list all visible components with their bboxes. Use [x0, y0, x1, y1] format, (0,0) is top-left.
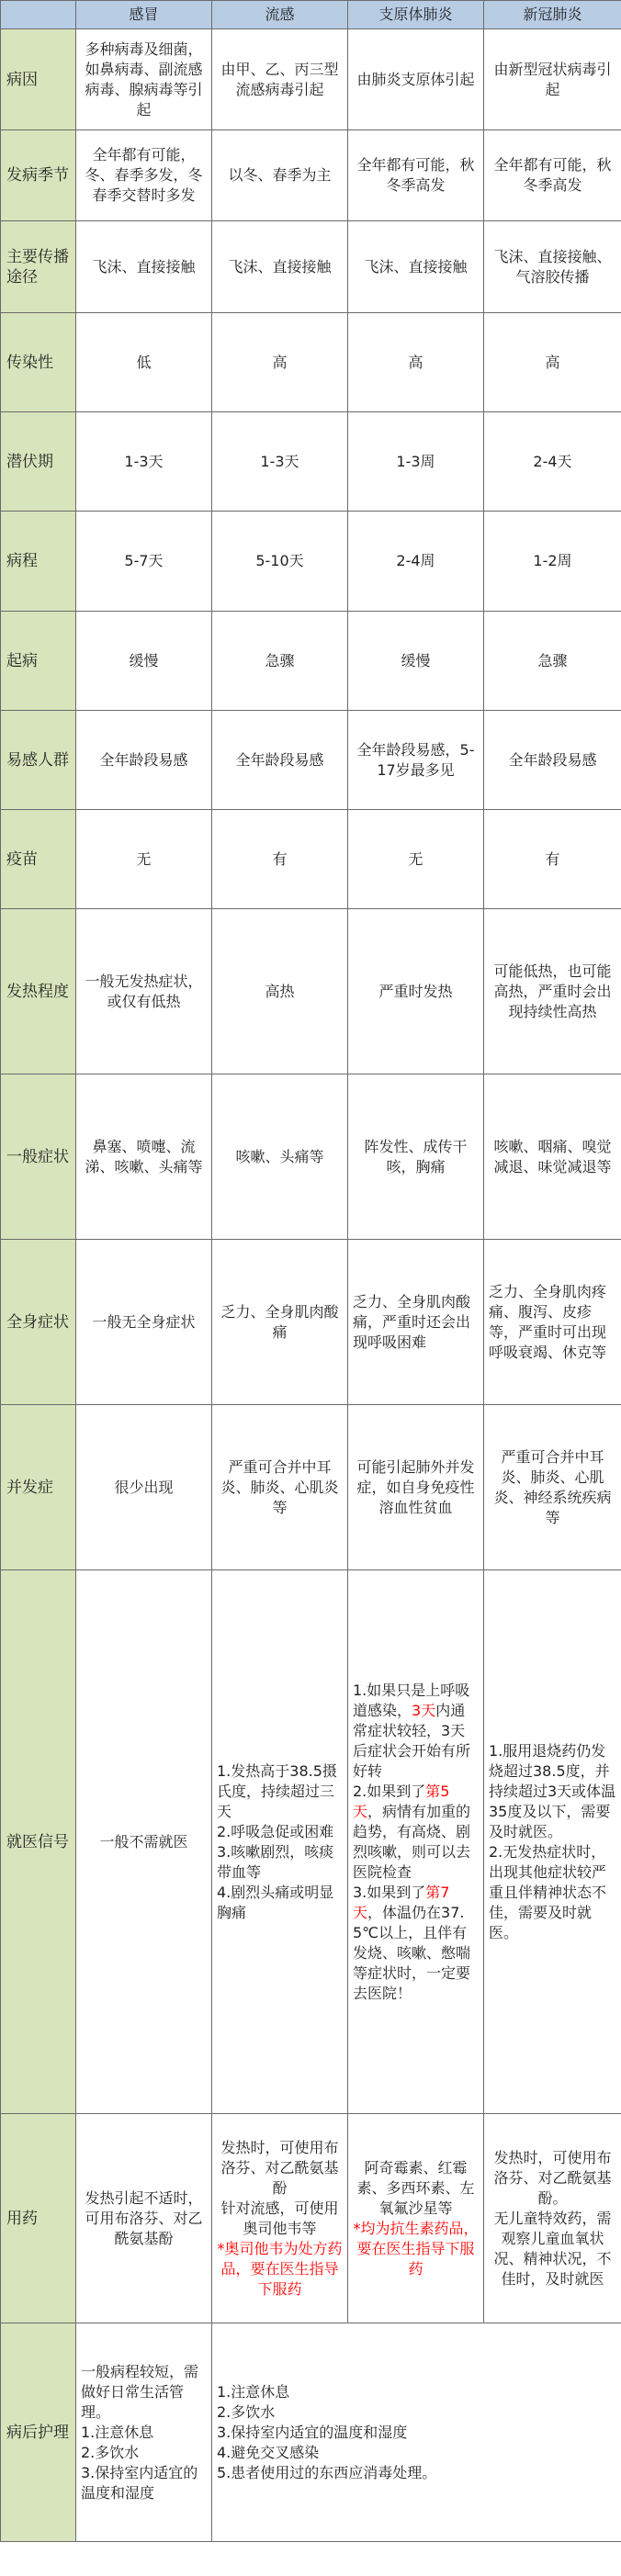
- cell: 一般无全身症状: [76, 1240, 212, 1405]
- cell: 由肺炎支原体引起: [348, 29, 484, 130]
- list-item: 2.无发热症状时，出现其他症状较严重且伴精神状态不佳，需要及时就医。: [489, 1842, 607, 1941]
- cell: 鼻塞、喷嚏、流涕、咳嗽、头痛等: [76, 1074, 212, 1240]
- list-item: [353, 1681, 479, 1782]
- row-label: 全身症状: [1, 1240, 76, 1405]
- cell: [484, 2114, 621, 2323]
- list-item: 一般病程较短，需做好日常生活管理。: [81, 2362, 199, 2421]
- cell: 高热: [212, 909, 348, 1074]
- cell: 低: [76, 313, 212, 412]
- cell: 全年都有可能，冬、春季多发，冬春季交替时多发: [76, 130, 212, 221]
- list-item: 3.咳嗽剧烈，咳痰带血等: [217, 1842, 334, 1881]
- list-item: [353, 1883, 479, 2004]
- cell: 严重时发热: [348, 909, 484, 1074]
- cell: 飞沫、直接接触、气溶胶传播: [484, 221, 621, 313]
- row-susceptible: [1, 711, 621, 810]
- cell: 全年都有可能，秋冬季高发: [484, 130, 621, 221]
- cell: 无: [348, 810, 484, 909]
- cell: 全年龄段易感: [76, 711, 212, 810]
- row-doctor-signal: [1, 1570, 621, 2114]
- cell: 全年龄段易感: [484, 711, 621, 810]
- row-label: 发病季节: [1, 130, 76, 221]
- row-label: 潜伏期: [1, 412, 76, 512]
- list-item: [353, 1782, 479, 1883]
- header-mycoplasma: 支原体肺炎: [348, 1, 484, 29]
- row-cause: [1, 29, 621, 130]
- row-course: [1, 512, 621, 612]
- list-item: 2.呼吸急促或困难: [217, 1822, 334, 1840]
- cell: [212, 2114, 348, 2323]
- row-vaccine: [1, 810, 621, 909]
- cell: 缓慢: [348, 612, 484, 711]
- text: 发热时，可使用布洛芬、对乙酰氨基酚 针对流感，可使用奥司他韦等: [220, 2138, 339, 2237]
- text: 3.如果到了: [353, 1883, 426, 1901]
- highlight: 3天: [412, 1701, 436, 1719]
- cell: [348, 2114, 484, 2323]
- list-item: 2.多饮水: [217, 2402, 276, 2421]
- cell: 可能低热，也可能高热，严重时会出现持续性高热: [484, 909, 621, 1074]
- header-row: [1, 1, 621, 29]
- cell: 一般不需就医: [76, 1570, 212, 2114]
- row-transmission: [1, 221, 621, 313]
- list-item: 1.发热高于38.5摄氏度，持续超过三天: [217, 1761, 337, 1820]
- cell: [484, 1570, 621, 2114]
- cell-merged: [212, 2323, 621, 2542]
- cell: 全年龄段易感，5-17岁最多见: [348, 711, 484, 810]
- text: ，病情有加重的趋势，有高烧、剧烈咳嗽，则可以去医院检查: [353, 1802, 471, 1881]
- row-systemic-symptoms: [1, 1240, 621, 1405]
- cell: 飞沫、直接接触: [76, 221, 212, 313]
- list-item: 1.服用退烧药仍发烧超过38.5度，并持续超过3天或体温35度及以下，需要及时就医。: [489, 1741, 616, 1840]
- cell: 1-3周: [348, 412, 484, 512]
- row-label: 病因: [1, 29, 76, 130]
- list-item: 1.注意休息: [217, 2382, 290, 2401]
- row-label: 起病: [1, 612, 76, 711]
- row-medication: [1, 2114, 621, 2323]
- cell: 阵发性、成传干咳，胸痛: [348, 1074, 484, 1240]
- cell: 多种病毒及细菌，如鼻病毒、副流感病毒、腺病毒等引起: [76, 29, 212, 130]
- row-label: 发热程度: [1, 909, 76, 1074]
- text: 内通常症状较轻，3天后症状会开始有所好转: [353, 1701, 471, 1780]
- row-label: 就医信号: [1, 1570, 76, 2114]
- cell: 高: [212, 313, 348, 412]
- list-item: 3.保持室内适宜的温度和湿度: [217, 2423, 408, 2441]
- cell: 以冬、春季为主: [212, 130, 348, 221]
- cell: 乏力、全身肌肉酸痛，严重时还会出现呼吸困难: [348, 1240, 484, 1405]
- cell: 可能引起肺外并发症，如自身免疫性溶血性贫血: [348, 1405, 484, 1570]
- row-label: 病程: [1, 512, 76, 612]
- text: 2.如果到了: [353, 1782, 426, 1800]
- cell: 全年龄段易感: [212, 711, 348, 810]
- row-contagiousness: [1, 313, 621, 412]
- cell: 1-3天: [76, 412, 212, 512]
- cell: 由甲、乙、丙三型流感病毒引起: [212, 29, 348, 130]
- cell: 飞沫、直接接触: [348, 221, 484, 313]
- warning-note: *奥司他韦为处方药品，要在医生指导下服药: [217, 2239, 343, 2298]
- list-item: 1.注意休息: [81, 2423, 154, 2441]
- row-nursing: [1, 2323, 621, 2542]
- cell: 咳嗽、咽痛、嗅觉减退、味觉减退等: [484, 1074, 621, 1240]
- cell: 急骤: [484, 612, 621, 711]
- cell: 一般无发热症状，或仅有低热: [76, 909, 212, 1074]
- warning-note: *均为抗生素药品，要在医生指导下服药: [353, 2219, 479, 2278]
- cell: 高: [348, 313, 484, 412]
- cell: 5-7天: [76, 512, 212, 612]
- cell: 缓慢: [76, 612, 212, 711]
- row-onset: [1, 612, 621, 711]
- cell: 很少出现: [76, 1405, 212, 1570]
- row-label: 传染性: [1, 313, 76, 412]
- list-item: 2.多饮水: [81, 2443, 140, 2461]
- text: 1.如果只是上呼吸道感染，: [353, 1681, 470, 1719]
- cell: 急骤: [212, 612, 348, 711]
- cell: 1-3天: [212, 412, 348, 512]
- cell: 有: [484, 810, 621, 909]
- list-item: 5.患者使用过的东西应消毒处理。: [217, 2463, 437, 2481]
- list-item: 4.剧烈头痛或明显胸痛: [217, 1883, 334, 1921]
- row-incubation: [1, 412, 621, 512]
- cell: 无: [76, 810, 212, 909]
- row-label: 疫苗: [1, 810, 76, 909]
- text: 发热时，可使用布洛芬、对乙酰氨基酚。 无儿童特效药，需观察儿童血氧状况、精神状况，不佳时，及时就医: [493, 2148, 612, 2288]
- cell: 咳嗽、头痛等: [212, 1074, 348, 1240]
- cell: [348, 1570, 484, 2114]
- cell: 全年都有可能，秋冬季高发: [348, 130, 484, 221]
- cell: 1-2周: [484, 512, 621, 612]
- cell: 有: [212, 810, 348, 909]
- cell: 2-4天: [484, 412, 621, 512]
- header-cold: 感冒: [76, 1, 212, 29]
- row-label: 一般症状: [1, 1074, 76, 1240]
- header-corner: [1, 1, 76, 29]
- cell: 由新型冠状病毒引起: [484, 29, 621, 130]
- list-item: 4.避免交叉感染: [217, 2443, 320, 2461]
- highlight: 第5天: [353, 1782, 450, 1820]
- row-label: 并发症: [1, 1405, 76, 1570]
- header-covid: 新冠肺炎: [484, 1, 621, 29]
- cell: 乏力、全身肌肉酸痛: [212, 1240, 348, 1405]
- cell: 飞沫、直接接触: [212, 221, 348, 313]
- cell: 乏力、全身肌肉疼痛、腹泻、皮疹等，严重时可出现呼吸衰竭、休克等: [484, 1240, 621, 1405]
- list-item: 3.保持室内适宜的温度和湿度: [81, 2463, 198, 2502]
- row-season: [1, 130, 621, 221]
- cell: [212, 1570, 348, 2114]
- cell: 严重可合并中耳炎、肺炎、心肌炎、神经系统疾病等: [484, 1405, 621, 1570]
- cell: 严重可合并中耳炎、肺炎、心肌炎等: [212, 1405, 348, 1570]
- row-label: 用药: [1, 2114, 76, 2323]
- cell: [76, 2323, 212, 2542]
- text: 阿奇霉素、红霉素、多西环素、左氧氟沙星等: [356, 2158, 475, 2217]
- header-flu: 流感: [212, 1, 348, 29]
- row-label: 病后护理: [1, 2323, 76, 2542]
- row-label: 主要传播途径: [1, 221, 76, 313]
- highlight: 第7天: [353, 1883, 450, 1921]
- row-fever: [1, 909, 621, 1074]
- row-label: 易感人群: [1, 711, 76, 810]
- cell: 2-4周: [348, 512, 484, 612]
- text: ，体温仍在37.5℃以上，且伴有发烧、咳嗽、憋喘等症状时，一定要去医院！: [353, 1903, 471, 2002]
- row-general-symptoms: [1, 1074, 621, 1240]
- row-complications: [1, 1405, 621, 1570]
- cell: 高: [484, 313, 621, 412]
- cell: 5-10天: [212, 512, 348, 612]
- cell: 发热引起不适时，可用布洛芬、对乙酰氨基酚: [76, 2114, 212, 2323]
